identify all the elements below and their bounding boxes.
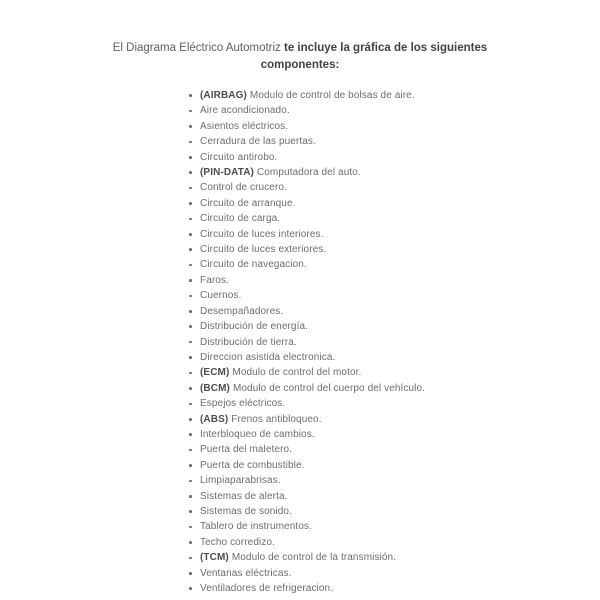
list-item <box>188 180 600 195</box>
list-item <box>188 473 600 488</box>
list-item <box>188 396 600 411</box>
component-text: Circuito de arranque. <box>200 197 296 209</box>
component-text: Control de crucero. <box>200 182 287 194</box>
list-item <box>188 566 600 581</box>
list-item <box>188 504 600 519</box>
component-text: Circuito de luces interiores. <box>200 228 324 240</box>
component-text: Aire acondicionado. <box>200 105 290 117</box>
list-item <box>188 273 600 288</box>
list-item <box>188 350 600 365</box>
component-text: Frenos antibloqueo. <box>231 413 322 425</box>
list-item <box>188 381 600 396</box>
list-item <box>188 304 600 319</box>
list-item <box>188 535 600 550</box>
list-item <box>188 150 600 165</box>
list-item <box>188 550 600 565</box>
list-item <box>188 335 600 350</box>
component-text: Ventanas eléctricas. <box>200 567 292 579</box>
component-text: Asientos eléctricos. <box>200 120 289 132</box>
list-item <box>188 427 600 442</box>
component-text: Cuernos. <box>200 290 242 302</box>
component-text: Puerta de combustible. <box>200 459 305 471</box>
list-item <box>188 242 600 257</box>
component-text: Computadora del auto. <box>256 167 361 179</box>
component-text: Modulo de control del motor. <box>232 367 362 379</box>
component-text: Puerta del maletero. <box>200 444 293 456</box>
list-item <box>188 519 600 534</box>
component-text: Techo corredizo. <box>200 536 275 548</box>
component-code: (AIRBAG) <box>200 90 247 101</box>
component-text: Distribución de tierra. <box>200 336 297 348</box>
list-item <box>188 165 600 180</box>
list-item <box>188 319 600 334</box>
component-text: Direccion asistida electronica. <box>200 351 336 363</box>
list-item <box>188 365 600 380</box>
component-text: Modulo de control de la transmisión. <box>231 552 397 564</box>
component-text: Modulo de control de bolsas de aire. <box>249 90 415 101</box>
component-text: Interbloqueo de cambios. <box>200 428 315 440</box>
component-text: Sistemas de sonido. <box>200 505 292 517</box>
component-text: Circuito de carga. <box>200 213 281 225</box>
component-text: Modulo de control del cuerpo del vehículo. <box>232 382 426 394</box>
page-title <box>90 40 510 73</box>
component-text: Ventiladores de refrigeracion. <box>200 583 334 594</box>
component-code: (ECM) <box>200 367 230 379</box>
title-bold-line2: componentes: <box>260 58 340 71</box>
list-item <box>188 227 600 242</box>
component-code: (PIN-DATA) <box>200 167 254 179</box>
component-text: Desempañadores. <box>200 305 284 317</box>
list-item <box>188 103 600 118</box>
list-item <box>188 581 600 596</box>
list-item <box>188 288 600 303</box>
list-item <box>188 442 600 457</box>
component-code: (ABS) <box>200 413 229 425</box>
component-text: Sistemas de alerta. <box>200 490 288 502</box>
list-item <box>188 412 600 427</box>
component-text: Faros. <box>200 274 229 286</box>
component-text: Limpiaparabrisas. <box>200 475 281 487</box>
list-item <box>188 211 600 226</box>
component-code: (BCM) <box>200 382 230 394</box>
component-text: Circuito antirobo. <box>200 151 278 163</box>
list-item <box>188 119 600 134</box>
title-bold-line1: te incluye la gráfica de los siguientes <box>284 42 488 54</box>
component-text: Cerradura de las puertas. <box>200 136 316 148</box>
component-text: Espejos eléctricos. <box>200 398 286 410</box>
component-text: Circuito de luces exteriores. <box>200 244 327 256</box>
list-item <box>188 196 600 211</box>
component-text: Circuito de navegacion. <box>200 259 307 271</box>
list-item <box>188 134 600 149</box>
component-list <box>188 88 600 596</box>
list-item <box>188 88 600 103</box>
title-regular-text: El Diagrama Eléctrico Automotriz <box>112 42 281 54</box>
list-item <box>188 489 600 504</box>
component-text: Distribución de energía. <box>200 321 309 333</box>
component-code: (TCM) <box>200 552 229 564</box>
list-item <box>188 458 600 473</box>
list-item <box>188 257 600 272</box>
component-text: Tablero de instrumentos. <box>200 521 312 533</box>
